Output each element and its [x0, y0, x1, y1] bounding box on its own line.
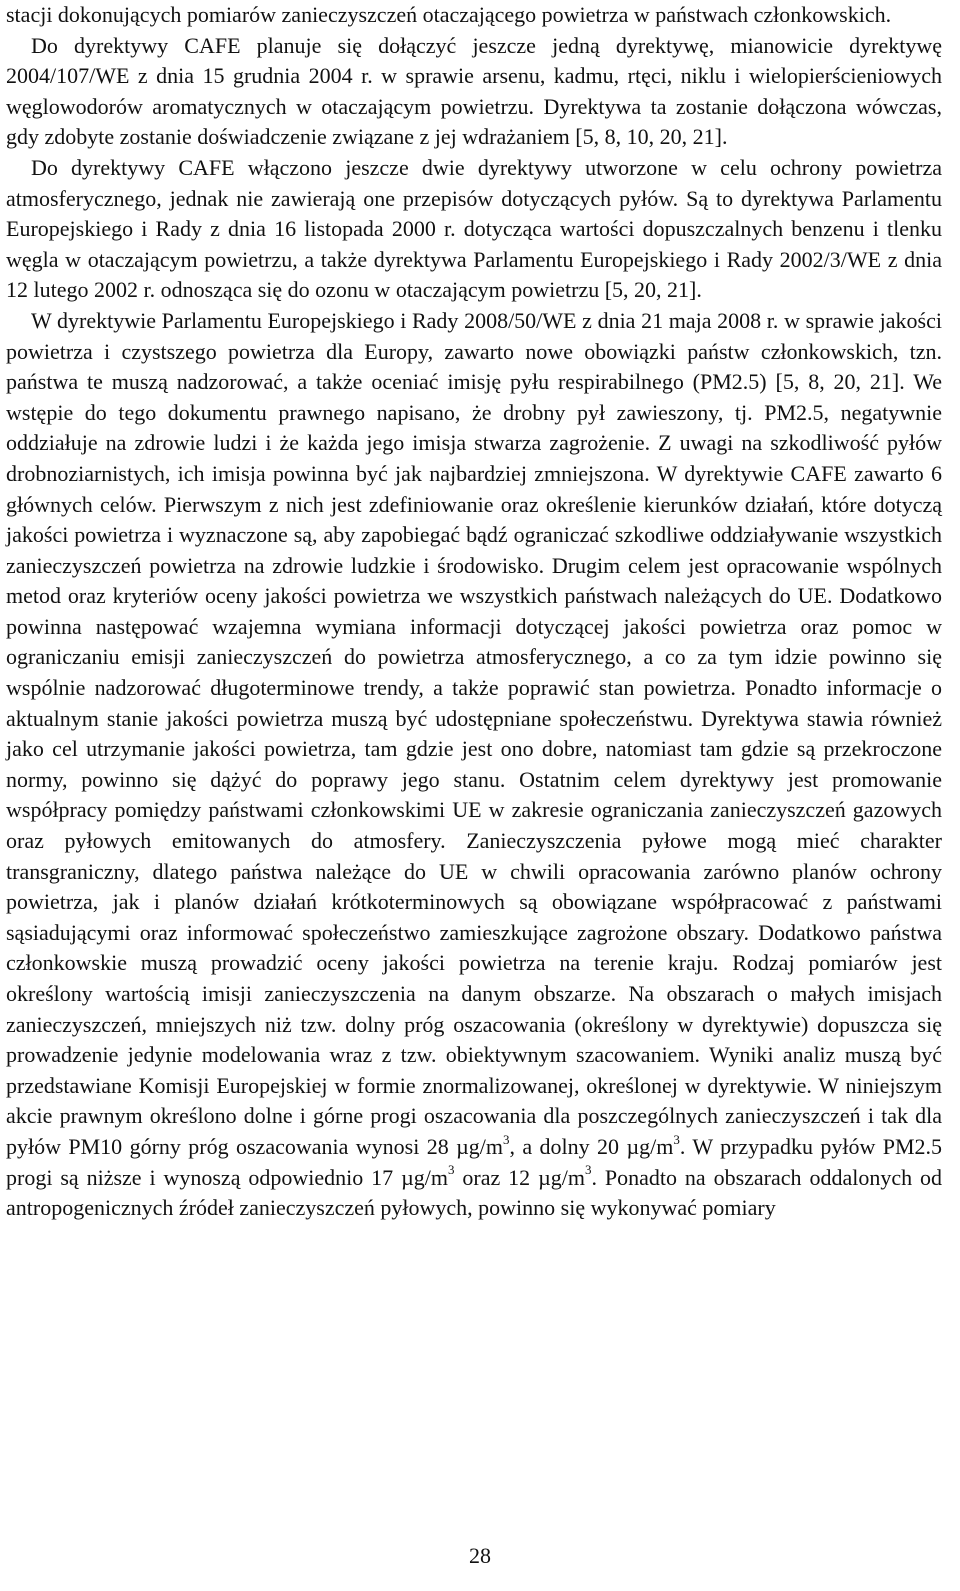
body-text — [6, 0, 942, 1224]
superscript: 3 — [503, 1131, 510, 1147]
paragraph-dyrektywa-2004: Do dyrektywy CAFE planuje się dołączyć jeszcze jedną dyrektywę, mianowicie dyrektywę 2004/107/WE z dnia 15 grudnia 2004 r. w sprawie arsenu, kadmu, rtęci, niklu i wielopierścieniowych węglowodorów aromatycznych w otaczającym powietrzu. Dyrektywa ta zostanie dołączona wówczas, gdy zdobyte zostanie doświadczenie związane z jej wdrażaniem [5, 8, 10, 20, 21]. — [6, 32, 942, 150]
paragraph-text-part: . W przypadku pyłów PM2.5 progi są niższe i wynoszą odpowiednio 17 µg/m — [6, 1133, 943, 1190]
paragraph-continuation: stacji dokonujących pomiarów zanieczyszczeń otaczającego powietrza w państwach członkowskich. — [6, 2, 892, 27]
superscript: 3 — [673, 1131, 680, 1147]
paragraph-text-part: , a dolny 20 µg/m — [509, 1133, 674, 1159]
paragraph-text-part: W dyrektywie Parlamentu Europejskiego i Rady 2008/50/WE z dnia 21 maja 2008 r. w sprawie jakości powietrza i czystszego powietrza dla Europy, zawarto nowe obowiązki państw członkowskich, tzn. państwa te muszą nadzorować, a także oceniać imisję pyłu respirabilnego (PM2.5) [5, 8, 20, 21]. We wstępie do tego dokumentu prawnego napisano, że drobny pył zawieszony, tj. PM2.5, negatywnie oddziałuje na zdrowie ludzi i że każda jego imisja stwarza zagrożenie. Z uwagi na szkodliwość pyłów drobnoziarnistych, ich imisja powinna być jak najbardziej zmniejszona. W dyrektywie CAFE zawarto 6 głównych celów. Pierwszym z nich jest zdefiniowanie oraz określenie kierunków działań, które dotyczą jakości powietrza i wyznaczone są, aby zapobiegać bądź ograniczać szkodliwe oddziaływanie wszystkich zanieczyszczeń powietrza na zdrowie ludzkie i środowisko. Drugim celem jest opracowanie wspólnych metod oraz kryteriów oceny jakości powietrza we wszystkich państwach należących do UE. Dodatkowo powinna następować wzajemna wymiana informacji dotyczącej jakości powietrza oraz pomoc w ograniczaniu emisji zanieczyszczeń do powietrza atmosferycznego, a co za tym idzie powinno się wspólnie nadzorować długoterminowe trendy, a także poprawić stan powietrza. Ponadto informacje o aktualnym stanie jakości powietrza muszą być udostępniane społeczeństwu. Dyrektywa stawia również jako cel utrzymanie jakości powietrza, tam gdzie jest ono dobre, natomiast tam gdzie są przekroczone normy, powinno się dążyć do poprawy jego stanu. Ostatnim celem dyrektywy jest promowanie współpracy pomiędzy państwami członkowskimi UE w zakresie ograniczania zanieczyszczeń gazowych oraz pyłowych emitowanych do atmosfery. Zanieczyszczenia pyłowe mogą mieć charakter transgraniczny, dlatego państwa należące do UE w chwili opracowania zarówno planów ochrony powietrza, jak i planów działań krótkoterminowych są obowiązane współpracować z państwami sąsiadującymi oraz informować społeczeństwo zamieszkujące zagrożone obszary. Dodatkowo państwa członkowskie muszą prowadzić oceny jakości powietrza na terenie kraju. Rodzaj pomiarów jest określony wartością imisji zanieczyszczenia na danym obszarze. Na obszarach o małych imisjach zanieczyszczeń, mniejszych niż tzw. dolny próg oszacowania (określony w dyrektywie) dopuszcza się prowadzenie jedynie modelowania wraz z tzw. obiektywnym szacowaniem. Wyniki analiz muszą być przedstawiane Komisji Europejskiej w formie znormalizowanej, określonej w dyrektywie. W niniejszym akcie prawnym określono dolne i górne progi oszacowania dla poszczególnych zanieczyszczeń i tak dla pyłów PM10 górny próg oszacowania wynosi 28 µg/m — [6, 307, 942, 1159]
paragraph-text-part: . Ponadto na obszarach oddalonych od antropogenicznych źródeł zanieczyszczeń pyłowych, powinno się wykonywać pomiary — [6, 1164, 943, 1221]
superscript: 3 — [447, 1162, 455, 1178]
page-number: 28 — [469, 1543, 491, 1568]
paragraph-text-part: oraz 12 µg/m — [454, 1164, 585, 1190]
superscript: 3 — [584, 1162, 592, 1178]
paragraph-dyrektywa-2008 — [6, 306, 942, 1224]
paragraph-dwie-dyrektywy: Do dyrektywy CAFE włączono jeszcze dwie dyrektywy utworzone w celu ochrony powietrza atmosferycznego, jednak nie zawierają one przepisów dotyczących pyłów. Są to dyrektywa Parlamentu Europejskiego i Rady z dnia 16 listopada 2000 r. dotycząca wartości dopuszczalnych benzenu i tlenku węgla w otaczającym powietrzu, a także dyrektywa Parlamentu Europejskiego i Rady 2002/3/WE z dnia 12 lutego 2002 r. odnosząca się do ozonu w otaczającym powietrzu [5, 20, 21]. — [6, 154, 942, 303]
